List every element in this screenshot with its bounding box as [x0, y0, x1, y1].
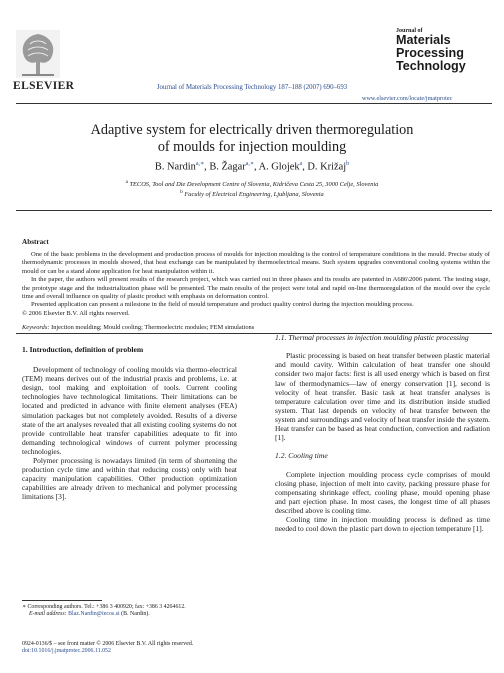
author-name: B. Žagar [209, 161, 246, 173]
front-matter [22, 641, 193, 655]
body-paragraph: Cooling time in injection moulding process is defined as time needed to cool down the plastic part down to ejection temperature [1]. [275, 515, 490, 534]
journal-logo-small: Journal of [396, 28, 423, 34]
body-paragraph: Plastic processing is based on heat transfer between plastic material and mould cavity. Within calculation of heat transfer one should consider two major facts: first is all used energy which is based on first law of thermodynamics—law of energy conservation [1], second is velocity of heat transfer. Basic task at heat transfer analyses is temperature calculation over time and its distribution inside studied system. That last depends on velocity of heat transfer between the system and surroundings and velocity of heat transfer inside the system. Heat transfer can be based as heat conduction, convection and radiation [1]. [275, 351, 490, 443]
author-affiliation-marker[interactable]: b [346, 161, 350, 167]
journal-logo-line1: Materials [396, 33, 451, 47]
section-heading: 1. Introduction, definition of problem [22, 345, 144, 354]
affiliation-text: Faculty of Electrical Engineering, Ljubljana, Slovenia [184, 191, 324, 199]
abstract-paragraph: In the paper, the authors will present results of the research project, which was carried out in three phases and its results are patented in A686\2006 patent. The testing stage, the prototype stage and the industrialization phase will be presented. The main results of the project were total and rapid on-line thermoregulation of the mould over the cycle time and overall influence on quality of plastic product with emphasis on deformation control. [22, 276, 490, 301]
keywords [22, 324, 490, 331]
journal-logo-line3: Technology [396, 58, 466, 73]
email-suffix: (B. Nardin). [121, 611, 150, 618]
affiliation-text: TECOS, Tool and Die Development Centre of Slovenia, Kidričeva Cesta 25, 3000 Celje, Slovenia [129, 181, 379, 189]
abstract-body [22, 251, 490, 318]
author-name: B. Nardin [154, 161, 196, 173]
copyright-line: © 2006 Elsevier B.V. All rights reserved. [22, 309, 130, 317]
article-title [0, 122, 504, 156]
left-column [22, 345, 237, 502]
author-name: D. Križaj [307, 161, 347, 173]
email-label: E-mail address: [29, 611, 67, 618]
abstract-heading: Abstract [22, 238, 49, 246]
body-paragraph: Complete injection moulding process cycle comprises of mould closing phase, injection of melt into cavity, packing pressure phase for compensating shrinkage effect, cooling phase, mould opening phase and part ejection phase. In most cases, the longest time of all phases described above is cooling time. [275, 469, 490, 515]
title-line-2: of moulds for injection moulding [157, 139, 347, 155]
keywords-list: Injection moulding; Mould cooling; Thermoelectric modules; FEM simulations [51, 324, 255, 331]
body-paragraph: Polymer processing is nowadays limited (in term of shortening the production cycle time and within that reducing costs) only with heat capacity manipulation capabilities. Other production optimization capabilities are already driven to mechanical and polymer processing limitations [3]. [22, 456, 237, 502]
right-column [275, 333, 490, 533]
corresponding-author-footnote [22, 604, 242, 618]
title-line-1: Adaptive system for electrically driven thermoregulation [90, 122, 414, 138]
header-divider [16, 103, 492, 104]
front-matter-line: 0924-0136/$ – see front matter © 2006 Elsevier B.V. All rights reserved. [22, 641, 194, 647]
journal-logo-line2: Processing [396, 45, 464, 60]
abstract-paragraph: Presented application can present a milestone in the field of mould temperature and product quality control during the injection moulding process. [31, 301, 414, 309]
affiliation-marker: b [180, 190, 183, 195]
publisher-name: ELSEVIER [13, 80, 75, 92]
author-affiliation-marker[interactable]: a,∗ [245, 161, 254, 167]
subsection-heading: 1.1. Thermal processes in injection moulding plastic processing [275, 333, 469, 342]
corresponding-author-text: ∗ Corresponding authors. Tel.: +386 3 400920; fax: +386 3 4264612. [22, 604, 186, 610]
affiliation-marker: a [125, 180, 128, 185]
keywords-label: Keywords: [22, 324, 50, 331]
journal-url-link[interactable]: www.elsevier.com/locate/jmatprotec [362, 95, 453, 102]
email-link[interactable]: Blaz.Nardin@tecos.si [68, 611, 120, 618]
journal-citation[interactable]: Journal of Materials Processing Technology 187–188 (2007) 690–693 [156, 84, 348, 91]
affiliation-a [0, 180, 504, 188]
affiliation-b [0, 190, 504, 198]
elsevier-tree-logo [16, 30, 60, 78]
author-name: A. Glojek [258, 161, 300, 173]
footnote-divider [22, 600, 102, 601]
abstract-paragraph: One of the basic problems in the development and production process of moulds for injection moulding is the control of temperature conditions in the mould. Precise study of thermodynamic processes in moulds showed, that heat exchange can be manipulated by thermoelectrical means. Such system upgrades conventional cooling systems within the mould or can be a stand alone application for heat manipulation within it. [22, 251, 490, 275]
author-affiliation-marker[interactable]: a,∗ [195, 161, 205, 167]
doi-link[interactable]: doi:10.1016/j.jmatprotec.2006.11.052 [22, 648, 111, 655]
journal-logo [396, 28, 490, 72]
title-divider [16, 210, 492, 211]
author-list: B. Nardin$^{a,∗}$, B. Žagar$^{a,∗}$, A. Glojek$^a$, D. Križaj$^b$ [154, 161, 350, 173]
author-affiliation-marker[interactable]: a [299, 161, 303, 167]
subsection-heading: 1.2. Cooling time [275, 451, 328, 461]
body-paragraph: Development of technology of cooling moulds via thermo-electrical (TEM) means derives out of the industrial praxis and problems, i.e. at design, tool making and exploitation of tools. Current cooling technologies have technological limitations. Their limitations can be located and predicted in advance with finite element analyses (FEA) simulation packages but not completely avoided. Results of a diverse state of the art analyses revealed that all existing cooling systems do not provide controllable heat transfer capabilities adequate to fit into demanding technological windows of current polymer processing technologies. [22, 365, 237, 456]
